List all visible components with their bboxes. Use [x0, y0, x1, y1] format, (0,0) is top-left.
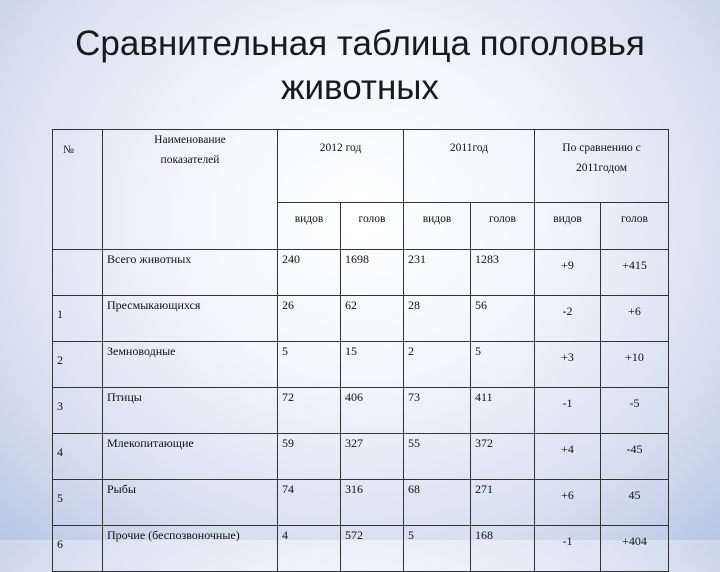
species-diff: +4: [535, 434, 601, 480]
row-name: Рыбы: [103, 480, 278, 526]
header-comparison-line-2: 2011годом: [575, 162, 628, 174]
species-2011: 68: [404, 480, 471, 526]
species-diff: -2: [535, 296, 601, 342]
heads-2011: 372: [471, 434, 535, 480]
header-2011: 2011год: [404, 130, 535, 203]
heads-2011: 56: [471, 296, 535, 342]
row-name: Птицы: [103, 388, 278, 434]
title-line-1: Сравнительная таблица поголовья: [75, 24, 645, 63]
row-name: Пресмыкающихся: [103, 296, 278, 342]
species-2012: 4: [278, 526, 341, 572]
row-name: Земноводные: [103, 342, 278, 388]
heads-2012: 15: [341, 342, 404, 388]
species-2011: 231: [404, 250, 471, 296]
species-2012: 74: [278, 480, 341, 526]
header-comparison-line-1: По сравнению с: [562, 142, 641, 154]
row-name: Млекопитающие: [103, 434, 278, 480]
species-diff: +6: [535, 480, 601, 526]
heads-2012: 406: [341, 388, 404, 434]
header-number: №: [53, 130, 103, 250]
table-row: [53, 480, 669, 526]
header-name: [103, 130, 278, 250]
heads-2011: 168: [471, 526, 535, 572]
heads-2011: 1283: [471, 250, 535, 296]
subheader-cell: видов: [404, 203, 471, 250]
table-header-row: [53, 130, 669, 203]
species-2012: 59: [278, 434, 341, 480]
table-row: [53, 342, 669, 388]
species-2011: 73: [404, 388, 471, 434]
header-comparison: [535, 130, 669, 203]
heads-diff: +404: [601, 526, 669, 572]
species-diff: -1: [535, 388, 601, 434]
subheader-cell: видов: [535, 203, 601, 250]
row-number: 3: [53, 388, 103, 434]
header-name-line-1: Наименование: [154, 134, 226, 146]
species-2012: 72: [278, 388, 341, 434]
row-number: 6: [53, 526, 103, 572]
species-2011: 28: [404, 296, 471, 342]
comparison-table: [52, 129, 669, 572]
heads-diff: +415: [601, 250, 669, 296]
row-number: 5: [53, 480, 103, 526]
species-2012: 5: [278, 342, 341, 388]
row-number: 2: [53, 342, 103, 388]
heads-2011: 411: [471, 388, 535, 434]
species-diff: +9: [535, 250, 601, 296]
species-2012: 26: [278, 296, 341, 342]
heads-diff: 45: [601, 480, 669, 526]
table-row: [53, 250, 669, 296]
row-number: 1: [53, 296, 103, 342]
species-2011: 2: [404, 342, 471, 388]
table-row: [53, 526, 669, 572]
header-2012: 2012 год: [278, 130, 404, 203]
heads-diff: +10: [601, 342, 669, 388]
species-diff: -1: [535, 526, 601, 572]
table-row: [53, 434, 669, 480]
heads-2012: 1698: [341, 250, 404, 296]
heads-2012: 327: [341, 434, 404, 480]
heads-2012: 572: [341, 526, 404, 572]
row-name: Прочие (беспозвоночные): [103, 526, 278, 572]
table-row: [53, 296, 669, 342]
species-diff: +3: [535, 342, 601, 388]
heads-diff: -5: [601, 388, 669, 434]
heads-2011: 271: [471, 480, 535, 526]
heads-diff: +6: [601, 296, 669, 342]
subheader-cell: голов: [341, 203, 404, 250]
heads-diff: -45: [601, 434, 669, 480]
species-2011: 5: [404, 526, 471, 572]
subheader-cell: голов: [601, 203, 669, 250]
slide-title: [0, 22, 720, 110]
heads-2012: 316: [341, 480, 404, 526]
species-2011: 55: [404, 434, 471, 480]
heads-2011: 5: [471, 342, 535, 388]
title-line-2: животных: [281, 68, 439, 107]
row-number: [53, 250, 103, 296]
species-2012: 240: [278, 250, 341, 296]
row-number: 4: [53, 434, 103, 480]
heads-2012: 62: [341, 296, 404, 342]
table-row: [53, 388, 669, 434]
row-name: Всего животных: [103, 250, 278, 296]
header-name-line-2: показателей: [160, 154, 220, 166]
subheader-cell: голов: [471, 203, 535, 250]
subheader-cell: видов: [278, 203, 341, 250]
